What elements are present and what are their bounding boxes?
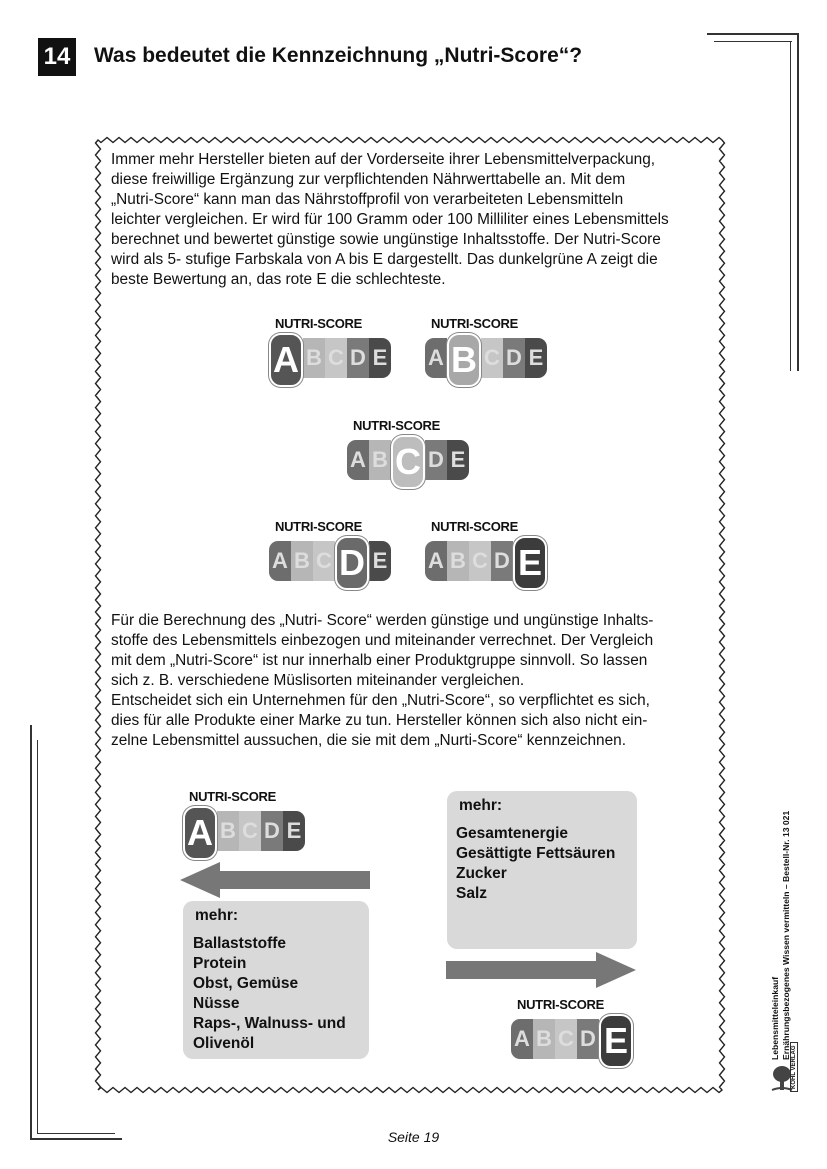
nutri-score-letter-d: D	[347, 338, 369, 378]
nutri-score-letter-c: C	[555, 1019, 577, 1059]
nutrient-item: Zucker	[456, 865, 507, 882]
second-line: Entscheidet sich ein Unternehmen für den „Nutri-Score“, so verpflichtet es sich,	[111, 692, 650, 709]
nutri-score-letter-a: A	[425, 541, 447, 581]
nutri-score-letter-e: E	[369, 541, 391, 581]
nutri-score-letter-c: C	[469, 541, 491, 581]
intro-paragraph	[111, 150, 669, 290]
nutrient-item: Nüsse	[193, 995, 240, 1012]
nutri-score-badge	[425, 541, 547, 581]
nutri-score-letter-e: E	[513, 536, 547, 590]
nutri-score-letter-e: E	[525, 338, 547, 378]
second-line: stoffe des Lebensmittels einbezogen und miteinander verrechnet. Der Vergleich	[111, 632, 654, 649]
nutri-score-letter-c: C	[325, 338, 347, 378]
intro-line: diese freiwillige Ergänzung zur verpflichtenden Nährwerttabelle an. Mit dem	[111, 171, 626, 188]
corner-line-top-right-v2	[790, 41, 791, 371]
nutri-score-letter-b: B	[303, 338, 325, 378]
nutri-score-letter-d: D	[491, 541, 513, 581]
nutri-score-letter-a: A	[269, 333, 303, 387]
publisher-logo	[768, 1045, 812, 1092]
nutri-score-letter-b: B	[217, 811, 239, 851]
nutri-score-label: NUTRI-SCORE	[275, 316, 362, 331]
nutri-score-letter-d: D	[335, 536, 369, 590]
nutrient-item: Obst, Gemüse	[193, 975, 299, 992]
nutri-score-letter-b: B	[291, 541, 313, 581]
publisher-name: KOHL VERLAG	[790, 1042, 798, 1092]
intro-line: beste Bewertung an, das rote E die schlechteste.	[111, 271, 446, 288]
intro-line: „Nutri-Score“ kann man das Nährstoffprofil von verarbeiteten Lebensmitteln	[111, 191, 624, 208]
nutri-score-letter-a: A	[347, 440, 369, 480]
nutri-score-letter-d: D	[261, 811, 283, 851]
box-negative-nutrients	[447, 791, 637, 949]
nutrient-item: Salz	[456, 885, 488, 902]
nutrient-item: Olivenöl	[193, 1035, 255, 1052]
nutri-score-letter-c: C	[313, 541, 335, 581]
nutri-score-letter-a: A	[425, 338, 447, 378]
nutri-score-label: NUTRI-SCORE	[431, 519, 518, 534]
nutri-score-letter-a: A	[269, 541, 291, 581]
nutri-score-letter-e: E	[369, 338, 391, 378]
nutri-score-letter-c: C	[239, 811, 261, 851]
nutri-score-badge	[347, 440, 469, 480]
arrow-right-icon	[446, 952, 638, 988]
intro-line: leichter vergleichen. Er wird für 100 Gramm oder 100 Milliliter eines Lebensmittels	[111, 211, 669, 228]
nutrient-item: Protein	[193, 955, 247, 972]
nutri-score-label: NUTRI-SCORE	[189, 789, 276, 804]
nutri-score-letter-d: D	[503, 338, 525, 378]
second-line: mit dem „Nutri-Score“ ist nur innerhalb einer Produktgruppe sinnvoll. So lassen	[111, 652, 648, 669]
intro-line: berechnet und bewertet günstige sowie ungünstige Inhaltsstoffe. Der Nutri-Score	[111, 231, 661, 248]
corner-line-bottom-left-v	[30, 725, 32, 1140]
sidebar-credits	[770, 811, 792, 1060]
nutri-score-letter-d: D	[577, 1019, 599, 1059]
nutri-score-label: NUTRI-SCORE	[353, 418, 440, 433]
nutri-score-badge	[269, 338, 391, 378]
sidebar-line-2: Ernährungsbezogenes Wissen vermitteln – Bestell-Nr. 13 021	[781, 810, 791, 1060]
box-negative-heading: mehr:	[459, 797, 503, 814]
nutri-score-letter-b: B	[447, 541, 469, 581]
nutri-score-letter-d: D	[425, 440, 447, 480]
corner-line-bottom-left-v2	[37, 740, 38, 1134]
nutri-score-badge	[425, 338, 547, 378]
nutri-score-letter-c: C	[391, 435, 425, 489]
nutri-score-letter-a: A	[183, 806, 217, 860]
nutri-score-letter-e: E	[283, 811, 305, 851]
second-line: zelne Lebensmittel aussuchen, die sie mit dem „Nurti-Score“ kennzeichnen.	[111, 732, 626, 749]
page-number: Seite 19	[387, 1129, 440, 1145]
box-positive-list	[193, 934, 346, 1054]
nutri-score-label: NUTRI-SCORE	[275, 519, 362, 534]
nutri-score-label: NUTRI-SCORE	[431, 316, 518, 331]
nutri-score-badge	[269, 541, 391, 581]
intro-line: Immer mehr Hersteller bieten auf der Vorderseite ihrer Lebensmittelverpackung,	[111, 151, 656, 168]
nutri-score-letter-e: E	[447, 440, 469, 480]
nutrient-item: Ballaststoffe	[193, 935, 287, 952]
task-number: 14	[38, 38, 76, 76]
box-positive-heading: mehr:	[195, 907, 239, 924]
nutri-score-badge	[511, 1019, 633, 1059]
corner-line-top-right-h2	[714, 41, 792, 42]
nutri-score-letter-e: E	[599, 1014, 633, 1068]
nutrient-item: Gesättigte Fettsäuren	[456, 845, 616, 862]
page-title: Was bedeutet die Kennzeichnung „Nutri-Score“?	[94, 44, 583, 67]
nutri-score-letter-a: A	[511, 1019, 533, 1059]
second-line: dies für alle Produkte einer Marke zu tun. Hersteller können sich also nicht ein-	[111, 712, 648, 729]
sidebar-line-1: Lebensmitteleinkauf	[770, 976, 780, 1060]
nutri-score-letter-c: C	[481, 338, 503, 378]
corner-line-top-right-v	[797, 33, 799, 371]
box-negative-list	[456, 824, 615, 904]
corner-line-top-right-h	[707, 33, 799, 35]
nutrient-item: Gesamtenergie	[456, 825, 568, 842]
nutri-score-letter-b: B	[533, 1019, 555, 1059]
second-line: sich z. B. verschiedene Müslisorten miteinander vergleichen.	[111, 672, 525, 689]
arrow-left-icon	[180, 862, 372, 898]
nutri-score-label: NUTRI-SCORE	[517, 997, 604, 1012]
nutri-score-letter-b: B	[369, 440, 391, 480]
box-positive-nutrients	[183, 901, 369, 1059]
second-line: Für die Berechnung des „Nutri- Score“ werden günstige und ungünstige Inhalts-	[111, 612, 654, 629]
second-paragraph	[111, 611, 653, 751]
nutri-score-letter-b: B	[447, 333, 481, 387]
nutri-score-badge	[183, 811, 305, 851]
nutrient-item: Raps-, Walnuss- und	[193, 1015, 346, 1032]
intro-line: wird als 5- stufige Farbskala von A bis E dargestellt. Das dunkelgrüne A zeigt die	[111, 251, 658, 268]
